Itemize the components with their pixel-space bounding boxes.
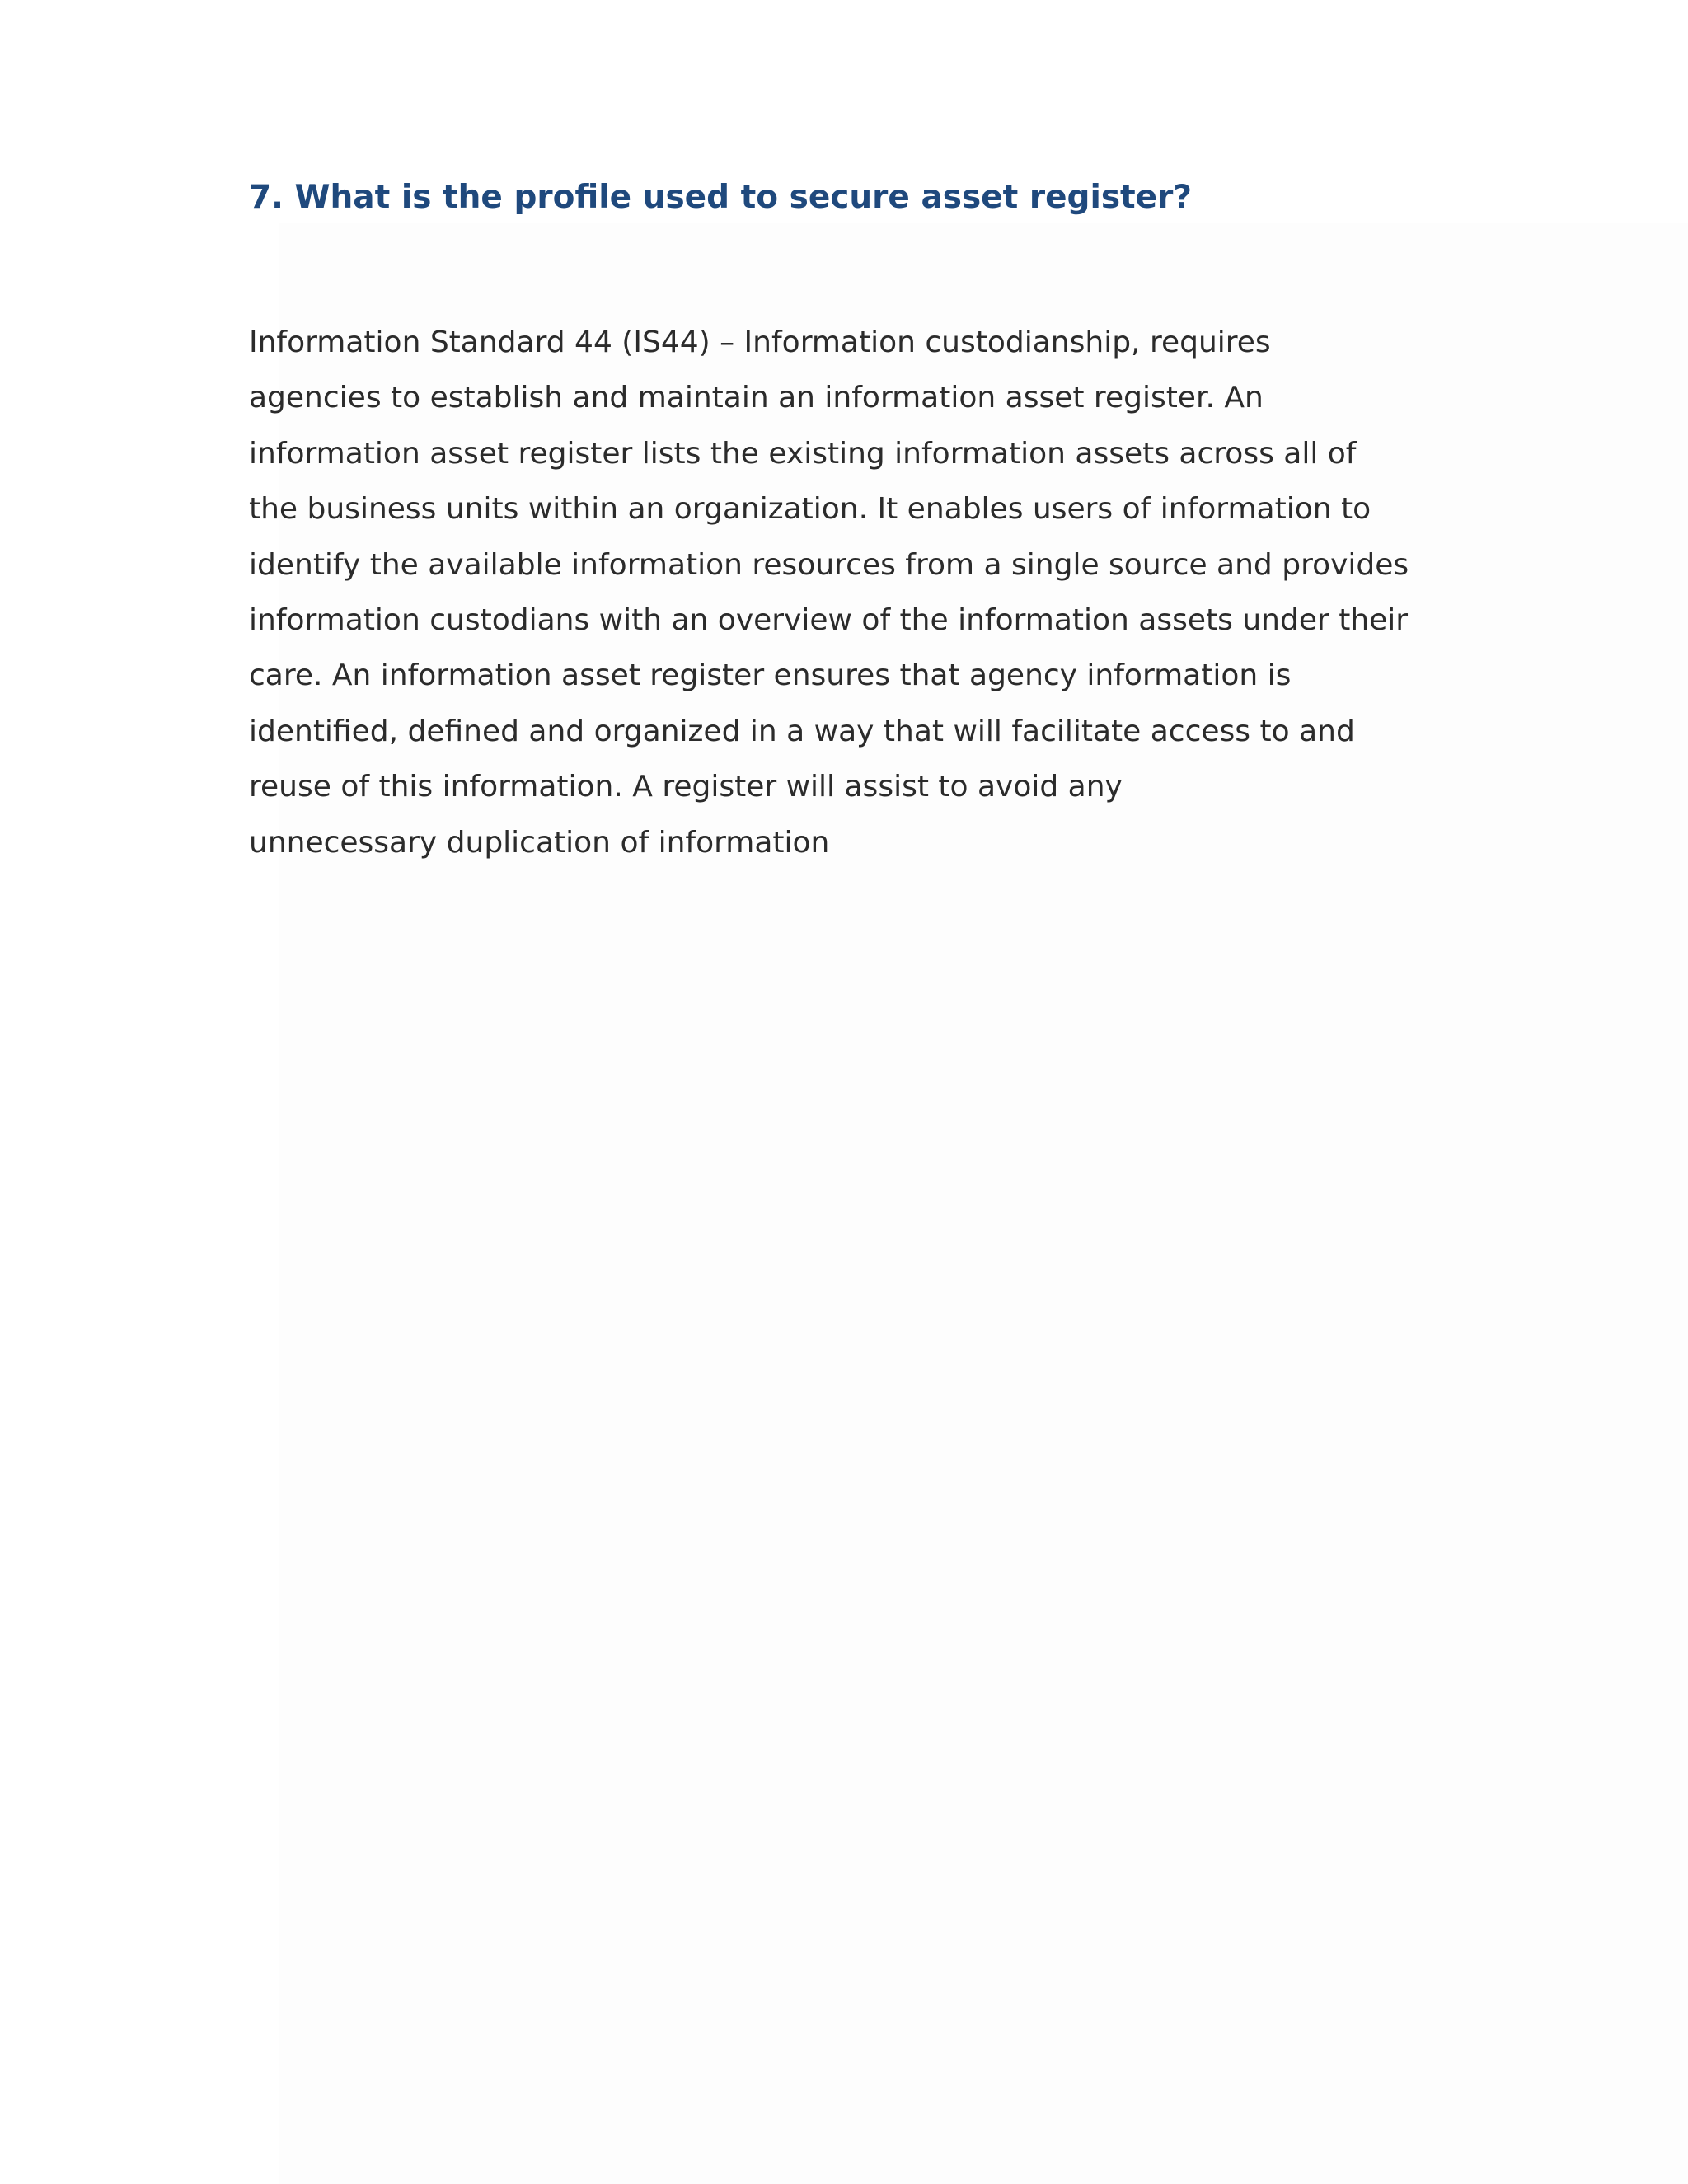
paragraph-line: identify the available information resources from a single source and provides xyxy=(249,547,1409,582)
paragraph-line: information asset register lists the existing information assets across all of xyxy=(249,436,1357,471)
paragraph-line: Information Standard 44 (IS44) – Information custodianship, requires xyxy=(249,326,1271,359)
paragraph-line: identified, defined and organized in a way that will facilitate access to and xyxy=(249,714,1355,748)
paragraph-line: unnecessary duplication of information xyxy=(249,825,830,860)
paragraph-line: care. An information asset register ensures that agency information is xyxy=(249,658,1292,693)
paragraph-line: information custodians with an overview of the information assets under their xyxy=(249,603,1409,638)
paragraph-line: the business units within an organization. It enables users of information to xyxy=(249,492,1372,527)
question-heading: 7. What is the profile used to secure asset register? xyxy=(249,179,1192,216)
answer-paragraph xyxy=(249,315,1485,870)
paragraph-line: reuse of this information. A register will assist to avoid any xyxy=(249,770,1123,804)
paragraph-line: agencies to establish and maintain an information asset register. An xyxy=(249,381,1264,415)
